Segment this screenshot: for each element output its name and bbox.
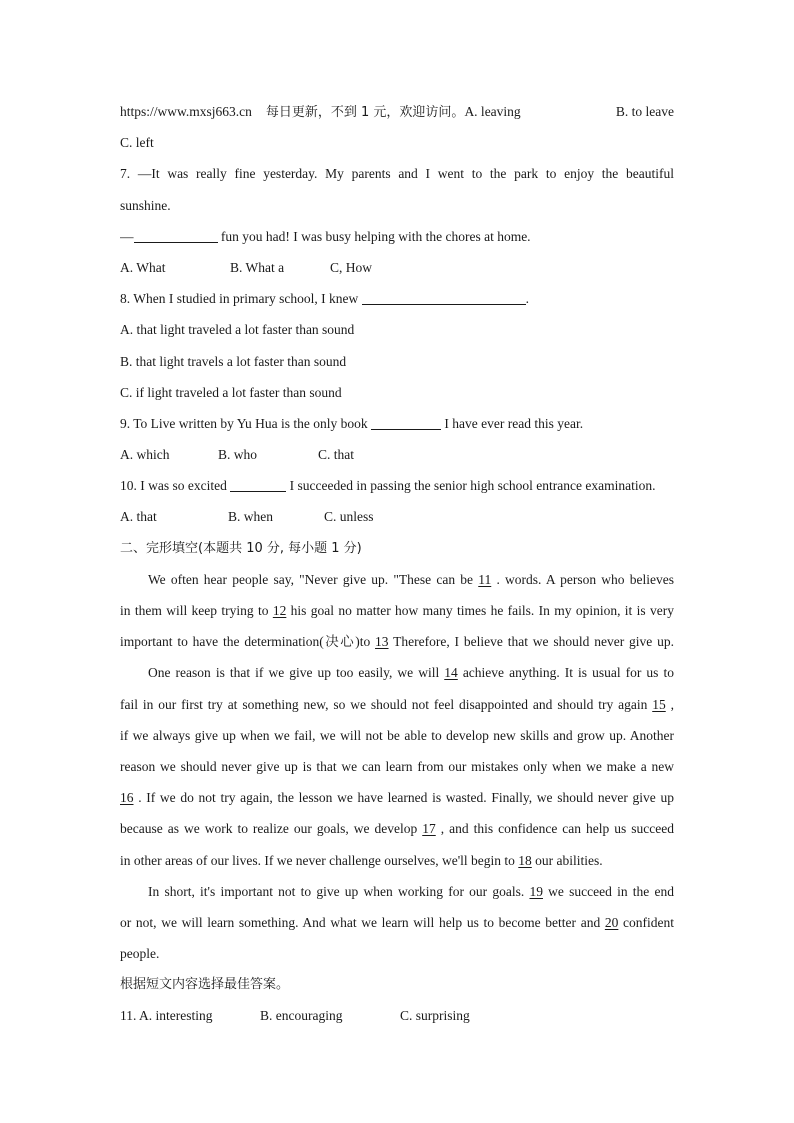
q9-stem (120, 408, 674, 439)
q7-blank[interactable] (134, 228, 218, 243)
q10-stem-after: I succeeded in passing the senior high school entrance examination. (286, 478, 656, 494)
passage-p2-line7 (120, 845, 674, 876)
q7-option-c: C, How (330, 259, 373, 275)
blank-12: 12 (272, 603, 287, 618)
passage-p2-line2 (120, 689, 674, 720)
q7-option-b: B. What a (230, 259, 285, 275)
q6-option-c: C. left (120, 135, 154, 151)
passage-text: in other areas of our lives. If we never challenge ourselves, we'll begin to (120, 852, 519, 868)
q10-stem (120, 470, 674, 501)
blank-20: 20 (604, 914, 619, 930)
blank-13: 13 (375, 634, 389, 650)
passage-text: because as we work to realize our goals, we develop (120, 821, 423, 837)
passage-p1-line1 (120, 564, 674, 595)
passage-text: . words. A person who believes (491, 571, 674, 587)
blank-11: 11 (478, 571, 492, 587)
passage-text: we succeed in the end (542, 883, 674, 899)
q10-option-a: A. that (120, 509, 157, 525)
passage-text: Therefore, I believe that we should never give up. (388, 634, 674, 650)
blank-19: 19 (529, 883, 543, 899)
passage-text: We often hear people say, "Never give up. "These can be (148, 571, 479, 587)
passage-p2-line3: if we always give up when we fail, we will not be able to develop new skills and grow up. Another (120, 727, 674, 743)
passage-p3-line3: people. (120, 946, 160, 962)
q7-stem-line2: sunshine. (120, 197, 171, 213)
q9-blank[interactable] (371, 415, 441, 430)
q8-stem-text: 8. When I studied in primary school, I knew (120, 291, 362, 307)
passage-text: , (665, 696, 674, 712)
q8-option-a: A. that light traveled a lot faster than sound (120, 322, 355, 338)
q9-options (120, 439, 674, 470)
passage-text: , and this confidence can help us succeed (435, 821, 674, 837)
site-notice: 每日更新，不到 1 元，欢迎访问。 (265, 105, 465, 120)
passage-p2-line1 (120, 657, 674, 688)
passage-text: achieve anything. It is usual for us to (457, 665, 674, 681)
passage-p2-line6 (120, 813, 674, 844)
q7-option-a: A. What (120, 259, 166, 275)
q8-blank[interactable] (362, 290, 526, 305)
q10-option-b: B. when (228, 509, 273, 525)
q7-reply-rest: fun you had! I was busy helping with the chores at home. (217, 228, 531, 244)
passage-text: or not, we will learn something. And what we learn will help us to become better and (120, 914, 605, 930)
q10-stem-before: 10. I was so excited (120, 478, 231, 494)
passage-text: In short, it's important not to give up when working for our goals. (148, 883, 530, 899)
passage-text: . If we do not try again, the lesson we have learned is wasted. Finally, we should never give up (133, 790, 674, 806)
passage-text: in them will keep trying to (120, 603, 273, 618)
passage-text: One reason is that if we give up too easily, we will (148, 665, 445, 681)
passage-text: confident (618, 914, 674, 930)
blank-14: 14 (444, 665, 458, 681)
q9-stem-before: 9. To Live written by Yu Hua is the only book (120, 415, 372, 431)
blank-16: 16 (120, 790, 134, 806)
q7-reply-dash: — (120, 228, 134, 244)
q7-options (120, 252, 674, 283)
passage-text: important to have the determination(决心)to (120, 634, 376, 650)
q11-option-a: 11. A. interesting (120, 1008, 213, 1024)
q9-stem-after: I have ever read this year. (441, 415, 584, 431)
q10-option-c: C. unless (324, 509, 374, 525)
passage-p1-line2 (120, 595, 674, 626)
passage-p2-line5 (120, 782, 674, 813)
passage-text: his goal no matter how many times he fails. In my opinion, it is very (286, 603, 674, 618)
q8-option-b: B. that light travels a lot faster than sound (120, 353, 347, 369)
q8-stem-end: . (525, 291, 529, 307)
blank-17: 17 (422, 821, 436, 837)
passage-p3-line1 (120, 876, 674, 907)
q8-option-c: C. if light traveled a lot faster than sound (120, 384, 342, 400)
q10-blank[interactable] (230, 477, 286, 492)
passage-p1-line3 (120, 626, 674, 657)
q11-options (120, 1000, 674, 1031)
blank-15: 15 (652, 696, 666, 712)
passage-text: fail in our first try at something new, so we should not feel disappointed and should try again (120, 696, 653, 712)
q7-reply (120, 221, 674, 252)
q8-stem (120, 283, 674, 314)
q10-options (120, 501, 674, 532)
q9-option-c: C. that (318, 447, 354, 463)
q6-option-a: A. leaving (464, 104, 521, 119)
passage-text: our abilities. (531, 852, 603, 868)
header-line (120, 96, 674, 127)
q9-option-a: A. which (120, 447, 170, 463)
q7-stem-line1: 7. —It was really fine yesterday. My parents and I went to the park to enjoy the beautiful (120, 166, 674, 182)
q9-option-b: B. who (218, 447, 258, 463)
site-url: https://www.mxsj663.cn (120, 104, 252, 119)
q11-option-b: B. encouraging (260, 1008, 343, 1024)
blank-18: 18 (518, 852, 532, 868)
instruction-text: 根据短文内容选择最佳答案。 (120, 977, 290, 993)
passage-p2-line4: reason we should never give up is that we can learn from our mistakes only when we make a new (120, 758, 674, 774)
q11-option-c: C. surprising (400, 1008, 470, 1024)
passage-p3-line2 (120, 907, 674, 938)
q6-option-b: B. to leave (615, 104, 674, 119)
section2-heading: 二、完形填空(本题共 10 分, 每小题 1 分) (120, 540, 362, 556)
document-page (120, 96, 674, 1032)
